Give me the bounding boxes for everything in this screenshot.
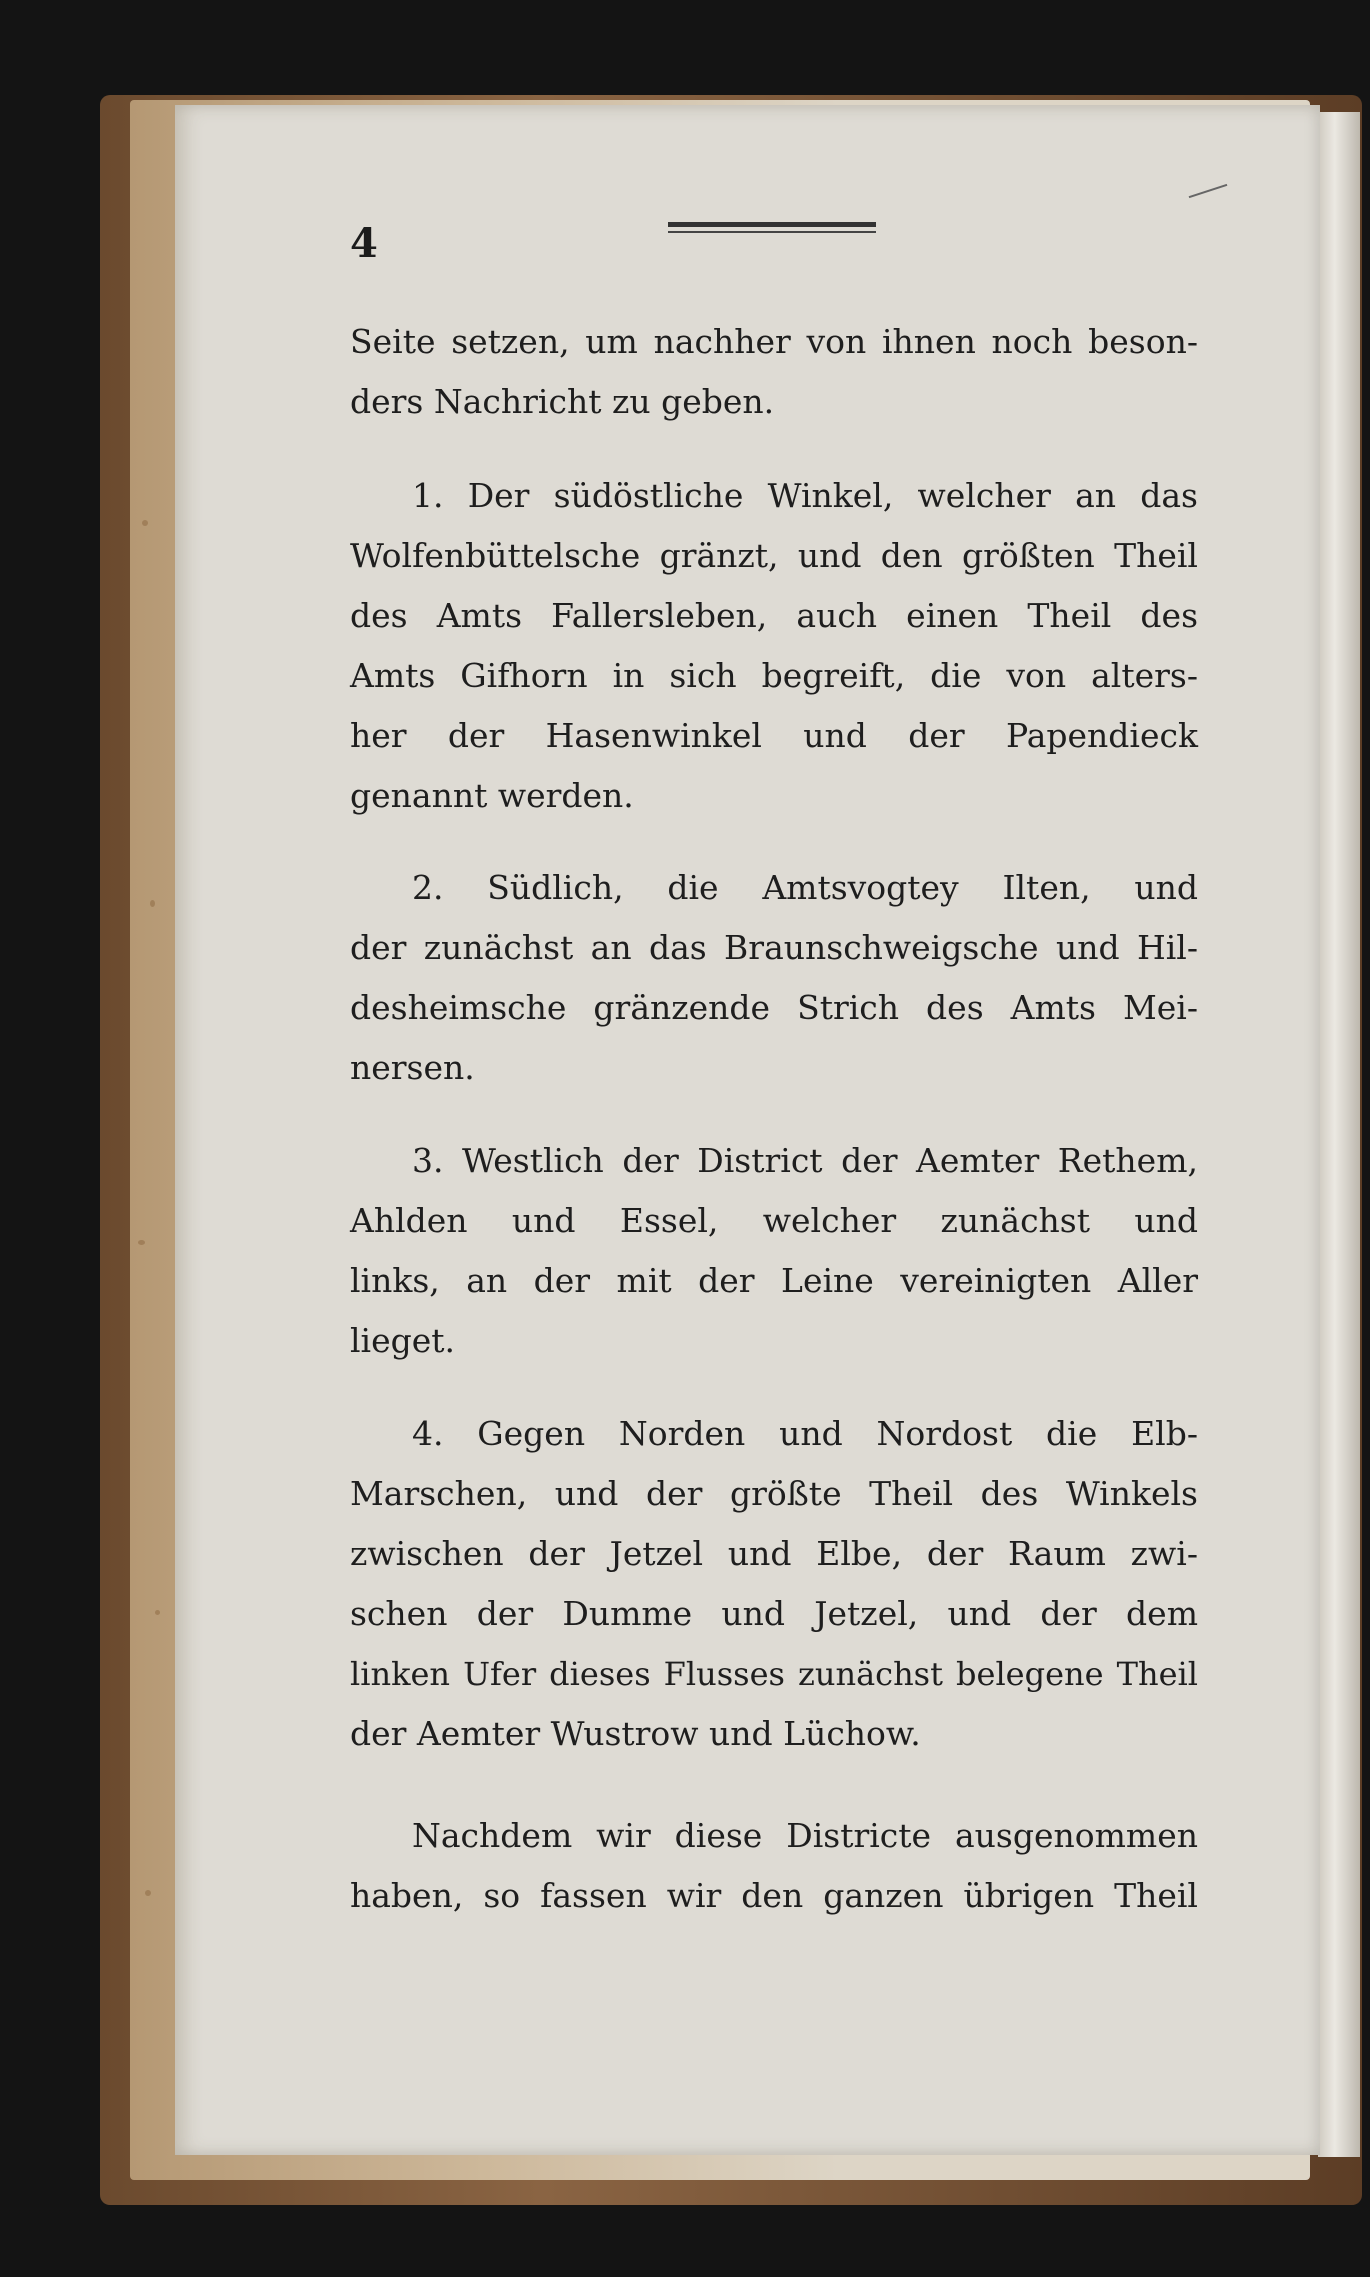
facing-page-edge [1318, 112, 1360, 2157]
text-line: 4. Gegen Norden und Nordost die Elb- [412, 1414, 1198, 1453]
paragraph-intro [350, 312, 1198, 432]
stain [138, 1240, 145, 1245]
paragraph-item-2 [350, 858, 1198, 1098]
text-line: 2. Südlich, die Amtsvogtey Ilten, und [412, 868, 1198, 907]
text-line: 3. Westlich der District der Aemter Rethem, [412, 1141, 1198, 1180]
text-line: des Amts Fallersleben, auch einen Theil des [350, 596, 1198, 635]
text-line: linken Ufer dieses Flusses zunächst belegene Theil [350, 1655, 1198, 1693]
text-line: Nachdem wir diese Districte ausgenommen [412, 1816, 1198, 1855]
text-line: Ahlden und Essel, welcher zunächst und [350, 1201, 1198, 1240]
text-line: schen der Dumme und Jetzel, und der dem [350, 1594, 1198, 1633]
text-line: desheimsche gränzende Strich des Amts Mei- [350, 988, 1198, 1027]
text-line: links, an der mit der Leine vereinigten Aller [350, 1261, 1198, 1300]
text-line: der zunächst an das Braunschweigsche und Hil- [350, 928, 1198, 967]
stain [150, 900, 155, 907]
text-line: her der Hasenwinkel und der Papendieck [350, 716, 1198, 755]
text-line: haben, so fassen wir den ganzen übrigen Theil [350, 1876, 1198, 1915]
text-line: lieget. [350, 1321, 456, 1360]
paragraph-item-4 [350, 1404, 1198, 1764]
text-line: genannt werden. [350, 776, 634, 815]
paragraph-item-3 [350, 1131, 1198, 1371]
stain [145, 1890, 151, 1896]
text-line: der Aemter Wustrow und Lüchow. [350, 1714, 921, 1753]
paragraph-closing [350, 1806, 1198, 1926]
stain [155, 1610, 160, 1615]
text-line: Marschen, und der größte Theil des Winkels [350, 1474, 1198, 1513]
text-line: Amts Gifhorn in sich begreift, die von alters- [350, 656, 1198, 695]
text-line: Wolfenbüttelsche gränzt, und den größten Theil [350, 536, 1198, 575]
text-line: zwischen der Jetzel und Elbe, der Raum zwi- [350, 1534, 1198, 1573]
paragraph-item-1 [350, 466, 1198, 826]
text-line: nersen. [350, 1048, 475, 1087]
page-number: 4 [350, 220, 378, 267]
stain [142, 520, 148, 526]
text-line: 1. Der südöstliche Winkel, welcher an das [412, 476, 1198, 515]
header-rule [668, 222, 876, 236]
text-line: ders Nachricht zu geben. [350, 382, 775, 421]
text-line: Seite setzen, um nachher von ihnen noch beson- [350, 322, 1198, 361]
